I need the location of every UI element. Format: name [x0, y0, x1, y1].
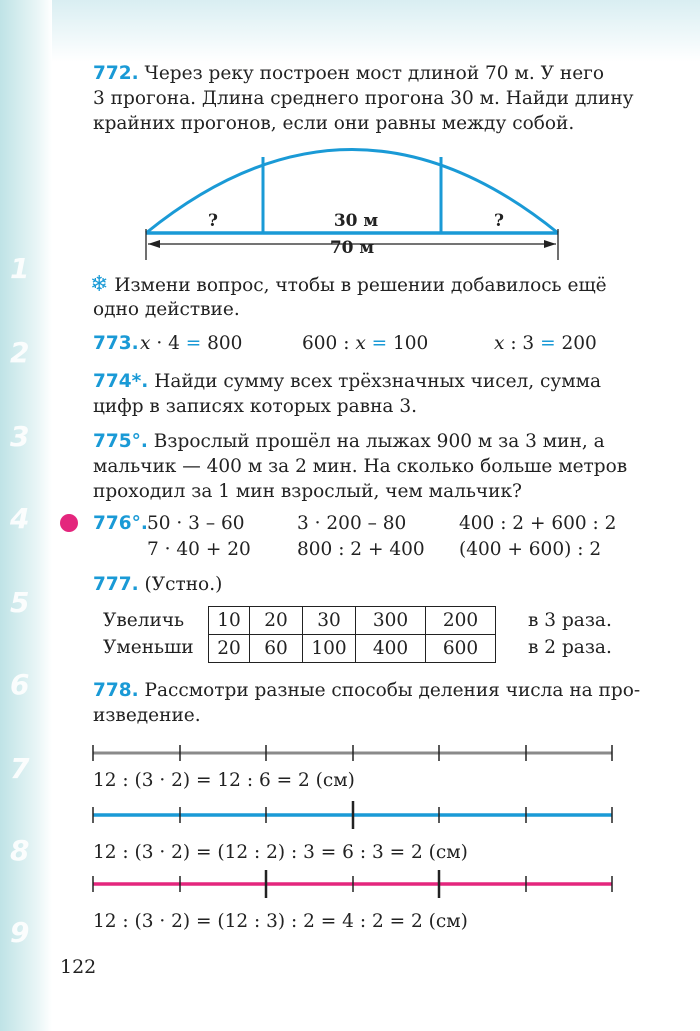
- table-row-suffix: в 2 раза.: [528, 637, 612, 658]
- expression: (400 + 600) : 2: [459, 539, 602, 560]
- dimension-arrow-left: [148, 240, 160, 248]
- table-row-label: Увеличь: [103, 610, 185, 631]
- expression: 50 · 3 – 60: [147, 513, 245, 534]
- table-cell: 20: [250, 607, 303, 635]
- side-number: 1: [10, 252, 30, 285]
- page-number: 122: [60, 956, 97, 978]
- problem-778-line2: изведение.: [93, 705, 201, 726]
- problem-number: 775°.: [93, 431, 148, 452]
- table-cell: 10: [209, 607, 250, 635]
- side-number: 5: [10, 586, 30, 619]
- expression: 3 · 200 – 80: [297, 513, 407, 534]
- bridge-middle-label: 30 м: [333, 211, 379, 231]
- table-cell: 30: [303, 607, 356, 635]
- problem-772-line1: 772. Через реку построен мост длиной 70 м. У него: [93, 63, 604, 84]
- side-number: 3: [10, 420, 30, 453]
- equation-773-2: 600 : x = 100: [302, 333, 429, 354]
- table-row: [209, 635, 496, 663]
- homework-marker-icon: [60, 514, 78, 532]
- expression: 7 · 40 + 20: [147, 539, 251, 560]
- bridge-diagram: [146, 150, 558, 261]
- side-number: 8: [10, 834, 30, 867]
- segment-magenta: [93, 870, 612, 898]
- table-cell: 600: [426, 635, 496, 663]
- problem-775-line2: мальчик — 400 м за 2 мин. На сколько больше метров: [93, 456, 628, 477]
- segment-blue: [93, 801, 612, 829]
- task-change-question-line2: одно действие.: [93, 299, 240, 320]
- problem-778-line1: 778. Рассмотри разные способы деления числа на про-: [93, 680, 641, 701]
- table-cell: 100: [303, 635, 356, 663]
- side-number: 6: [10, 668, 30, 701]
- snowflake-icon: ❄: [90, 272, 109, 297]
- table-cell: 400: [356, 635, 426, 663]
- segment-gray: [93, 745, 612, 761]
- side-number: 9: [10, 916, 30, 949]
- expression: 800 : 2 + 400: [297, 539, 425, 560]
- number-table: [208, 606, 496, 663]
- problem-772-line2: 3 прогона. Длина среднего прогона 30 м. Найди длину: [93, 88, 634, 109]
- problem-number: 777.: [93, 574, 139, 595]
- table-cell: 20: [209, 635, 250, 663]
- problem-774-line1: 774*. Найди сумму всех трёхзначных чисел, сумма: [93, 371, 602, 392]
- problem-number: 776°.: [93, 513, 148, 534]
- problem-number: 772.: [93, 63, 139, 84]
- problem-777: 777. (Устно.): [93, 574, 223, 595]
- problem-775-line3: проходил за 1 мин взрослый, чем мальчик?: [93, 481, 522, 502]
- equation-778-1: 12 : (3 · 2) = 12 : 6 = 2 (см): [93, 770, 355, 791]
- task-change-question-line1: ❄ Измени вопрос, чтобы в решении добавилось ещё: [90, 272, 607, 297]
- side-number: 4: [10, 502, 30, 535]
- equation-773-1: x · 4 = 800: [140, 333, 243, 354]
- problem-775-line1: 775°. Взрослый прошёл на лыжах 900 м за 3 мин, а: [93, 431, 605, 452]
- problem-number: 774*.: [93, 371, 149, 392]
- problem-774-line2: цифр в записях которых равна 3.: [93, 396, 417, 417]
- equation-773-3: x : 3 = 200: [494, 333, 597, 354]
- problem-number: 778.: [93, 680, 139, 701]
- equation-778-2: 12 : (3 · 2) = (12 : 2) : 3 = 6 : 3 = 2 (см): [93, 842, 468, 863]
- side-number: 7: [10, 752, 30, 785]
- problem-number: 773.: [93, 333, 139, 354]
- bridge-left-label: ?: [208, 211, 218, 231]
- expression: 400 : 2 + 600 : 2: [459, 513, 617, 534]
- equation-778-3: 12 : (3 · 2) = (12 : 3) : 2 = 4 : 2 = 2 (см): [93, 911, 468, 932]
- table-cell: 60: [250, 635, 303, 663]
- table-row-suffix: в 3 раза.: [528, 610, 612, 631]
- bridge-total-label: 70 м: [329, 238, 375, 258]
- problem-772-line3: крайних прогонов, если они равны между собой.: [93, 113, 575, 134]
- problem-776: [93, 512, 148, 536]
- problem-773: [93, 332, 139, 356]
- dimension-arrow-right: [544, 240, 556, 248]
- side-number: 2: [10, 336, 30, 369]
- table-cell: 300: [356, 607, 426, 635]
- table-row: [209, 607, 496, 635]
- table-row-label: Уменьши: [103, 637, 194, 658]
- table-cell: 200: [426, 607, 496, 635]
- bridge-right-label: ?: [494, 211, 504, 231]
